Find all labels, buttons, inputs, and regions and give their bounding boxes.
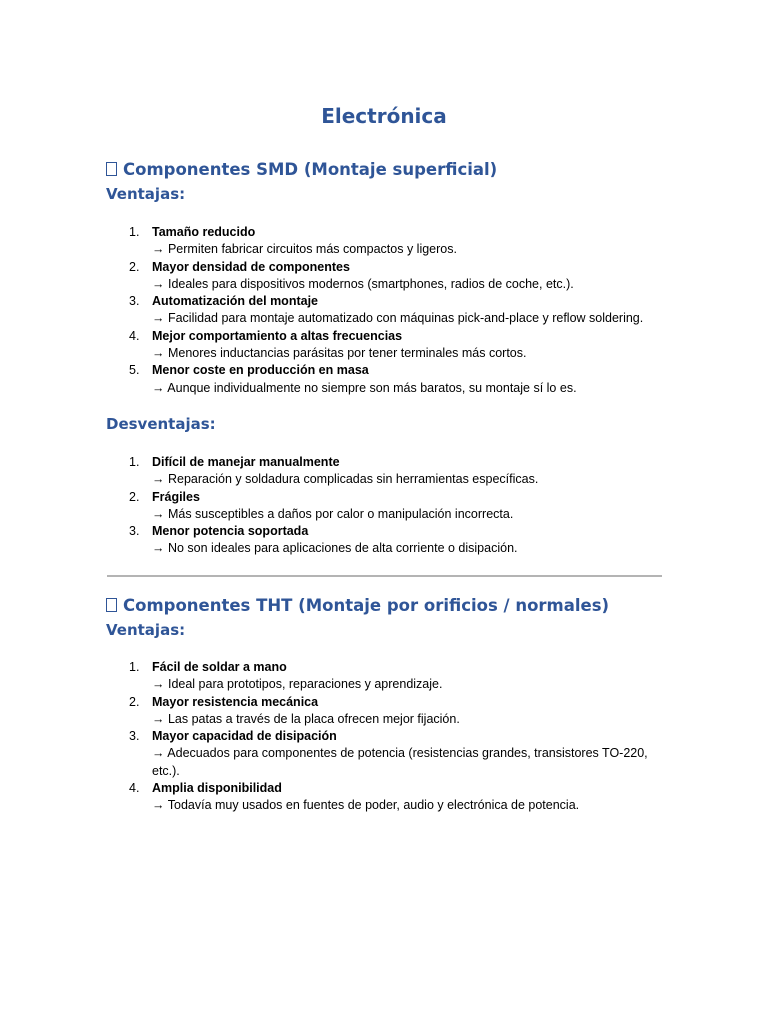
- list-item: [106, 362, 666, 397]
- list-item: [106, 293, 666, 328]
- item-description: → Aunque individualmente no siempre son más baratos, su montaje sí lo es.: [152, 380, 577, 395]
- list-smd-desventajas: [106, 454, 666, 558]
- subheading-smd-ventajas: Ventajas:: [106, 185, 186, 203]
- list-tht-ventajas: [106, 659, 666, 815]
- list-number: 3.: [129, 524, 140, 539]
- list-item: [106, 454, 666, 489]
- section-heading-tht: [106, 596, 609, 615]
- list-number: 3.: [129, 294, 140, 309]
- list-item: [106, 328, 666, 363]
- list-number: 4.: [129, 781, 140, 796]
- item-description: → Reparación y soldadura complicadas sin herramientas específicas.: [152, 472, 539, 487]
- item-title: Mayor capacidad de disipación: [152, 729, 337, 744]
- list-number: 4.: [129, 328, 140, 343]
- item-description: → Ideal para prototipos, reparaciones y aprendizaje.: [152, 677, 443, 692]
- page-title: Electrónica: [321, 104, 447, 128]
- section-heading-smd-text: Componentes SMD (Montaje superficial): [123, 160, 498, 179]
- item-title: Fácil de soldar a mano: [152, 660, 287, 674]
- list-number: 5.: [129, 363, 140, 378]
- item-title: Amplia disponibilidad: [152, 781, 282, 796]
- list-item: [106, 780, 666, 815]
- list-number: 1.: [129, 225, 140, 239]
- list-item: [106, 523, 666, 558]
- list-item: [106, 728, 666, 780]
- item-title: Mejor comportamiento a altas frecuencias: [152, 328, 403, 343]
- item-title: Difícil de manejar manualmente: [152, 455, 340, 469]
- list-item: [106, 224, 666, 259]
- item-title: Mayor densidad de componentes: [152, 259, 350, 274]
- item-description: → Las patas a través de la placa ofrecen mejor fijación.: [152, 711, 460, 726]
- item-title: Mayor resistencia mecánica: [152, 694, 319, 709]
- list-smd-ventajas: [106, 224, 666, 397]
- list-item: [106, 694, 666, 729]
- missing-glyph-box-icon: [106, 162, 117, 176]
- item-description: → Más susceptibles a daños por calor o manipulación incorrecta.: [152, 506, 514, 521]
- item-title: Menor coste en producción en masa: [152, 363, 369, 378]
- item-description: → Permiten fabricar circuitos más compactos y ligeros.: [152, 242, 457, 257]
- item-title: Frágiles: [152, 489, 200, 504]
- section-heading-tht-text: Componentes THT (Montaje por orificios / normales): [123, 596, 610, 615]
- item-description: → Adecuados para componentes de potencia (resistencias grandes, transistores TO-220, etc.).: [152, 746, 648, 778]
- item-description: → Todavía muy usados en fuentes de poder, audio y electrónica de potencia.: [152, 798, 580, 813]
- list-number: 2.: [129, 489, 140, 504]
- missing-glyph-box-icon: [106, 598, 117, 612]
- list-item: [106, 659, 666, 694]
- list-item: [106, 259, 666, 294]
- item-description: → Ideales para dispositivos modernos (smartphones, radios de coche, etc.).: [152, 276, 574, 291]
- list-number: 2.: [129, 694, 140, 709]
- item-description: → Menores inductancias parásitas por tener terminales más cortos.: [152, 346, 527, 361]
- section-heading-smd: [106, 160, 497, 179]
- item-title: Tamaño reducido: [152, 225, 256, 239]
- item-description: → Facilidad para montaje automatizado con máquinas pick-and-place y reflow soldering.: [152, 311, 644, 326]
- list-number: 1.: [129, 660, 140, 674]
- list-item: [106, 489, 666, 524]
- list-number: 3.: [129, 729, 140, 744]
- subheading-smd-desventajas: Desventajas:: [106, 415, 216, 433]
- item-title: Menor potencia soportada: [152, 524, 309, 539]
- item-title: Automatización del montaje: [152, 294, 318, 309]
- list-number: 1.: [129, 455, 140, 469]
- list-number: 2.: [129, 259, 140, 274]
- horizontal-divider: [107, 575, 662, 577]
- subheading-tht-ventajas: Ventajas:: [106, 621, 186, 639]
- item-description: → No son ideales para aplicaciones de alta corriente o disipación.: [152, 541, 518, 556]
